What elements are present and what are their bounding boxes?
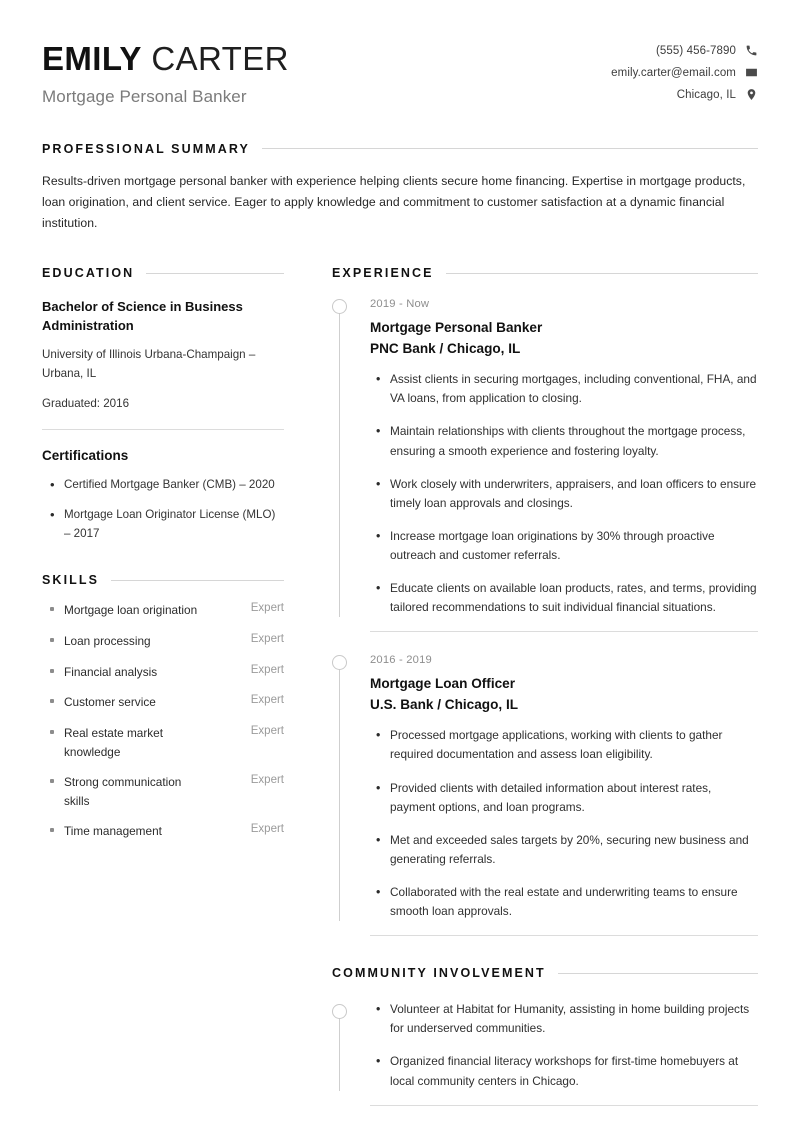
- skill-name: Real estate market knowledge: [42, 724, 207, 761]
- skill-name: Customer service: [42, 693, 156, 712]
- timeline-marker-icon: [332, 299, 347, 314]
- contact-block: [611, 38, 758, 101]
- experience-timeline: [332, 294, 758, 936]
- list-item: • Increase mortgage loan originations by 30% through proactive outreach and customer referrals.: [370, 527, 758, 565]
- experience-role: Mortgage Personal Banker: [370, 320, 543, 336]
- section-divider: [446, 273, 758, 274]
- list-item: • Mortgage Loan Originator License (MLO) – 2017: [42, 506, 284, 543]
- summary-section-header: [42, 142, 758, 156]
- contact-phone[interactable]: [656, 44, 758, 57]
- skill-name: Financial analysis: [42, 663, 157, 682]
- summary-heading: PROFESSIONAL SUMMARY: [42, 141, 250, 156]
- list-item: • Provided clients with detailed information about interest rates, payment options, and loan programs.: [370, 779, 758, 817]
- skill-level: Expert: [250, 633, 284, 645]
- experience-entry: [332, 632, 758, 921]
- list-item: • Educate clients on available loan products, rates, and terms, providing tailored recommendations to suit individual financial situations.: [370, 579, 758, 617]
- timeline-line: [339, 662, 340, 921]
- section-divider: [146, 273, 284, 274]
- list-item: • Met and exceeded sales targets by 20%, securing new business and generating referrals.: [370, 831, 758, 869]
- list-item: • Volunteer at Habitat for Humanity, assisting in home building projects for underserved communities.: [370, 1000, 758, 1038]
- map-pin-icon: [745, 88, 758, 101]
- education-graduation: Graduated: 2016: [42, 396, 130, 410]
- certifications-section: [42, 448, 284, 544]
- list-item: • Collaborated with the real estate and underwriting teams to ensure smooth loan approvals.: [370, 883, 758, 921]
- experience-heading: EXPERIENCE: [332, 266, 434, 281]
- list-item: • Certified Mortgage Banker (CMB) – 2020: [42, 476, 284, 495]
- skills-heading: SKILLS: [42, 573, 100, 588]
- contact-location-text: Chicago, IL: [676, 88, 736, 101]
- education-section-header: [42, 266, 284, 280]
- list-item: [42, 632, 284, 651]
- list-item: • Assist clients in securing mortgages, including conventional, FHA, and VA loans, from application to closing.: [370, 370, 758, 408]
- community-bullets: [370, 1000, 758, 1090]
- experience-bullets: [370, 370, 758, 617]
- education-school: University of Illinois Urbana-Champaign – Urbana, IL: [42, 348, 256, 380]
- education-degree: Bachelor of Science in Business Administration: [42, 299, 243, 333]
- list-item: [42, 601, 284, 620]
- section-divider: [558, 973, 758, 974]
- left-column: [42, 266, 284, 853]
- list-item: • Organized financial literacy workshops for first-time homebuyers at local community centers in Chicago.: [370, 1052, 758, 1090]
- list-item: • Maintain relationships with clients throughout the mortgage process, ensuring a smooth experience and fostering loyalty.: [370, 422, 758, 460]
- community-entry: [332, 984, 758, 1090]
- skills-section-header: [42, 573, 284, 587]
- identity-block: [42, 38, 289, 107]
- experience-entry: [332, 294, 758, 617]
- contact-phone-text: (555) 456-7890: [655, 44, 736, 57]
- experience-section: [332, 266, 758, 936]
- experience-company: U.S. Bank / Chicago, IL: [370, 697, 519, 713]
- community-timeline: [332, 984, 758, 1105]
- timeline-line: [339, 1011, 340, 1090]
- skills-section: [42, 573, 284, 841]
- professional-summary-section: [42, 142, 758, 234]
- skill-name: Strong communication skills: [42, 773, 207, 810]
- education-divider: [42, 429, 284, 430]
- experience-date: 2019 - Now: [370, 298, 430, 311]
- right-column: [332, 266, 758, 1105]
- experience-bullets: [370, 726, 758, 921]
- phone-icon: [745, 44, 758, 57]
- certifications-heading: Certifications: [42, 447, 129, 463]
- resume-body: [42, 266, 758, 1105]
- certifications-list: [42, 476, 284, 544]
- timeline-marker-icon: [332, 1004, 347, 1019]
- summary-text: Results-driven mortgage personal banker with experience helping clients secure home financing. Expertise in mortgage products, loan origination, and client service. Eager to apply knowledge and commitment to customer satisfaction at a dynamic financial institution.: [42, 173, 746, 231]
- community-heading: COMMUNITY INVOLVEMENT: [332, 966, 546, 981]
- timeline-line: [339, 306, 340, 617]
- skill-name: Mortgage loan origination: [42, 601, 197, 620]
- list-item: [42, 822, 284, 841]
- skill-level: Expert: [250, 823, 284, 836]
- last-name: [142, 40, 152, 77]
- last-name-text: CARTER: [151, 40, 289, 77]
- skill-level: Expert: [250, 774, 284, 787]
- experience-date: 2016 - 2019: [370, 654, 432, 667]
- skill-level: Expert: [250, 663, 284, 676]
- section-divider: [262, 148, 758, 149]
- first-name: EMILY: [42, 40, 142, 77]
- timeline-marker-icon: [332, 655, 347, 670]
- skill-name: Time management: [42, 822, 162, 841]
- experience-role: Mortgage Loan Officer: [370, 676, 516, 692]
- contact-email-text: emily.carter@email.com: [611, 66, 736, 79]
- experience-section-header: [332, 266, 758, 280]
- contact-location[interactable]: [677, 88, 758, 101]
- skill-level: Expert: [250, 602, 284, 615]
- envelope-icon: [745, 66, 758, 79]
- list-item: • Processed mortgage applications, working with clients to gather required documentation and assess loan eligibility.: [370, 726, 758, 764]
- entry-divider: [370, 1105, 758, 1106]
- resume-header: [42, 38, 758, 107]
- education-heading: EDUCATION: [42, 266, 135, 281]
- list-item: [42, 773, 284, 810]
- entry-divider: [370, 935, 758, 936]
- contact-email[interactable]: [611, 66, 758, 79]
- community-section: [332, 966, 758, 1105]
- experience-company: PNC Bank / Chicago, IL: [370, 341, 521, 357]
- list-item: [42, 663, 284, 682]
- community-section-header: [332, 966, 758, 980]
- list-item: • Work closely with underwriters, appraisers, and loan officers to ensure timely loan approvals and closings.: [370, 475, 758, 513]
- skill-level: Expert: [250, 694, 284, 707]
- skills-list: [42, 601, 284, 841]
- list-item: [42, 724, 284, 761]
- job-title: Mortgage Personal Banker: [42, 86, 247, 106]
- list-item: [42, 693, 284, 712]
- education-section: [42, 266, 284, 429]
- full-name: [42, 40, 289, 78]
- skill-level: Expert: [250, 724, 284, 737]
- section-divider: [111, 580, 284, 581]
- skill-name: Loan processing: [42, 632, 151, 651]
